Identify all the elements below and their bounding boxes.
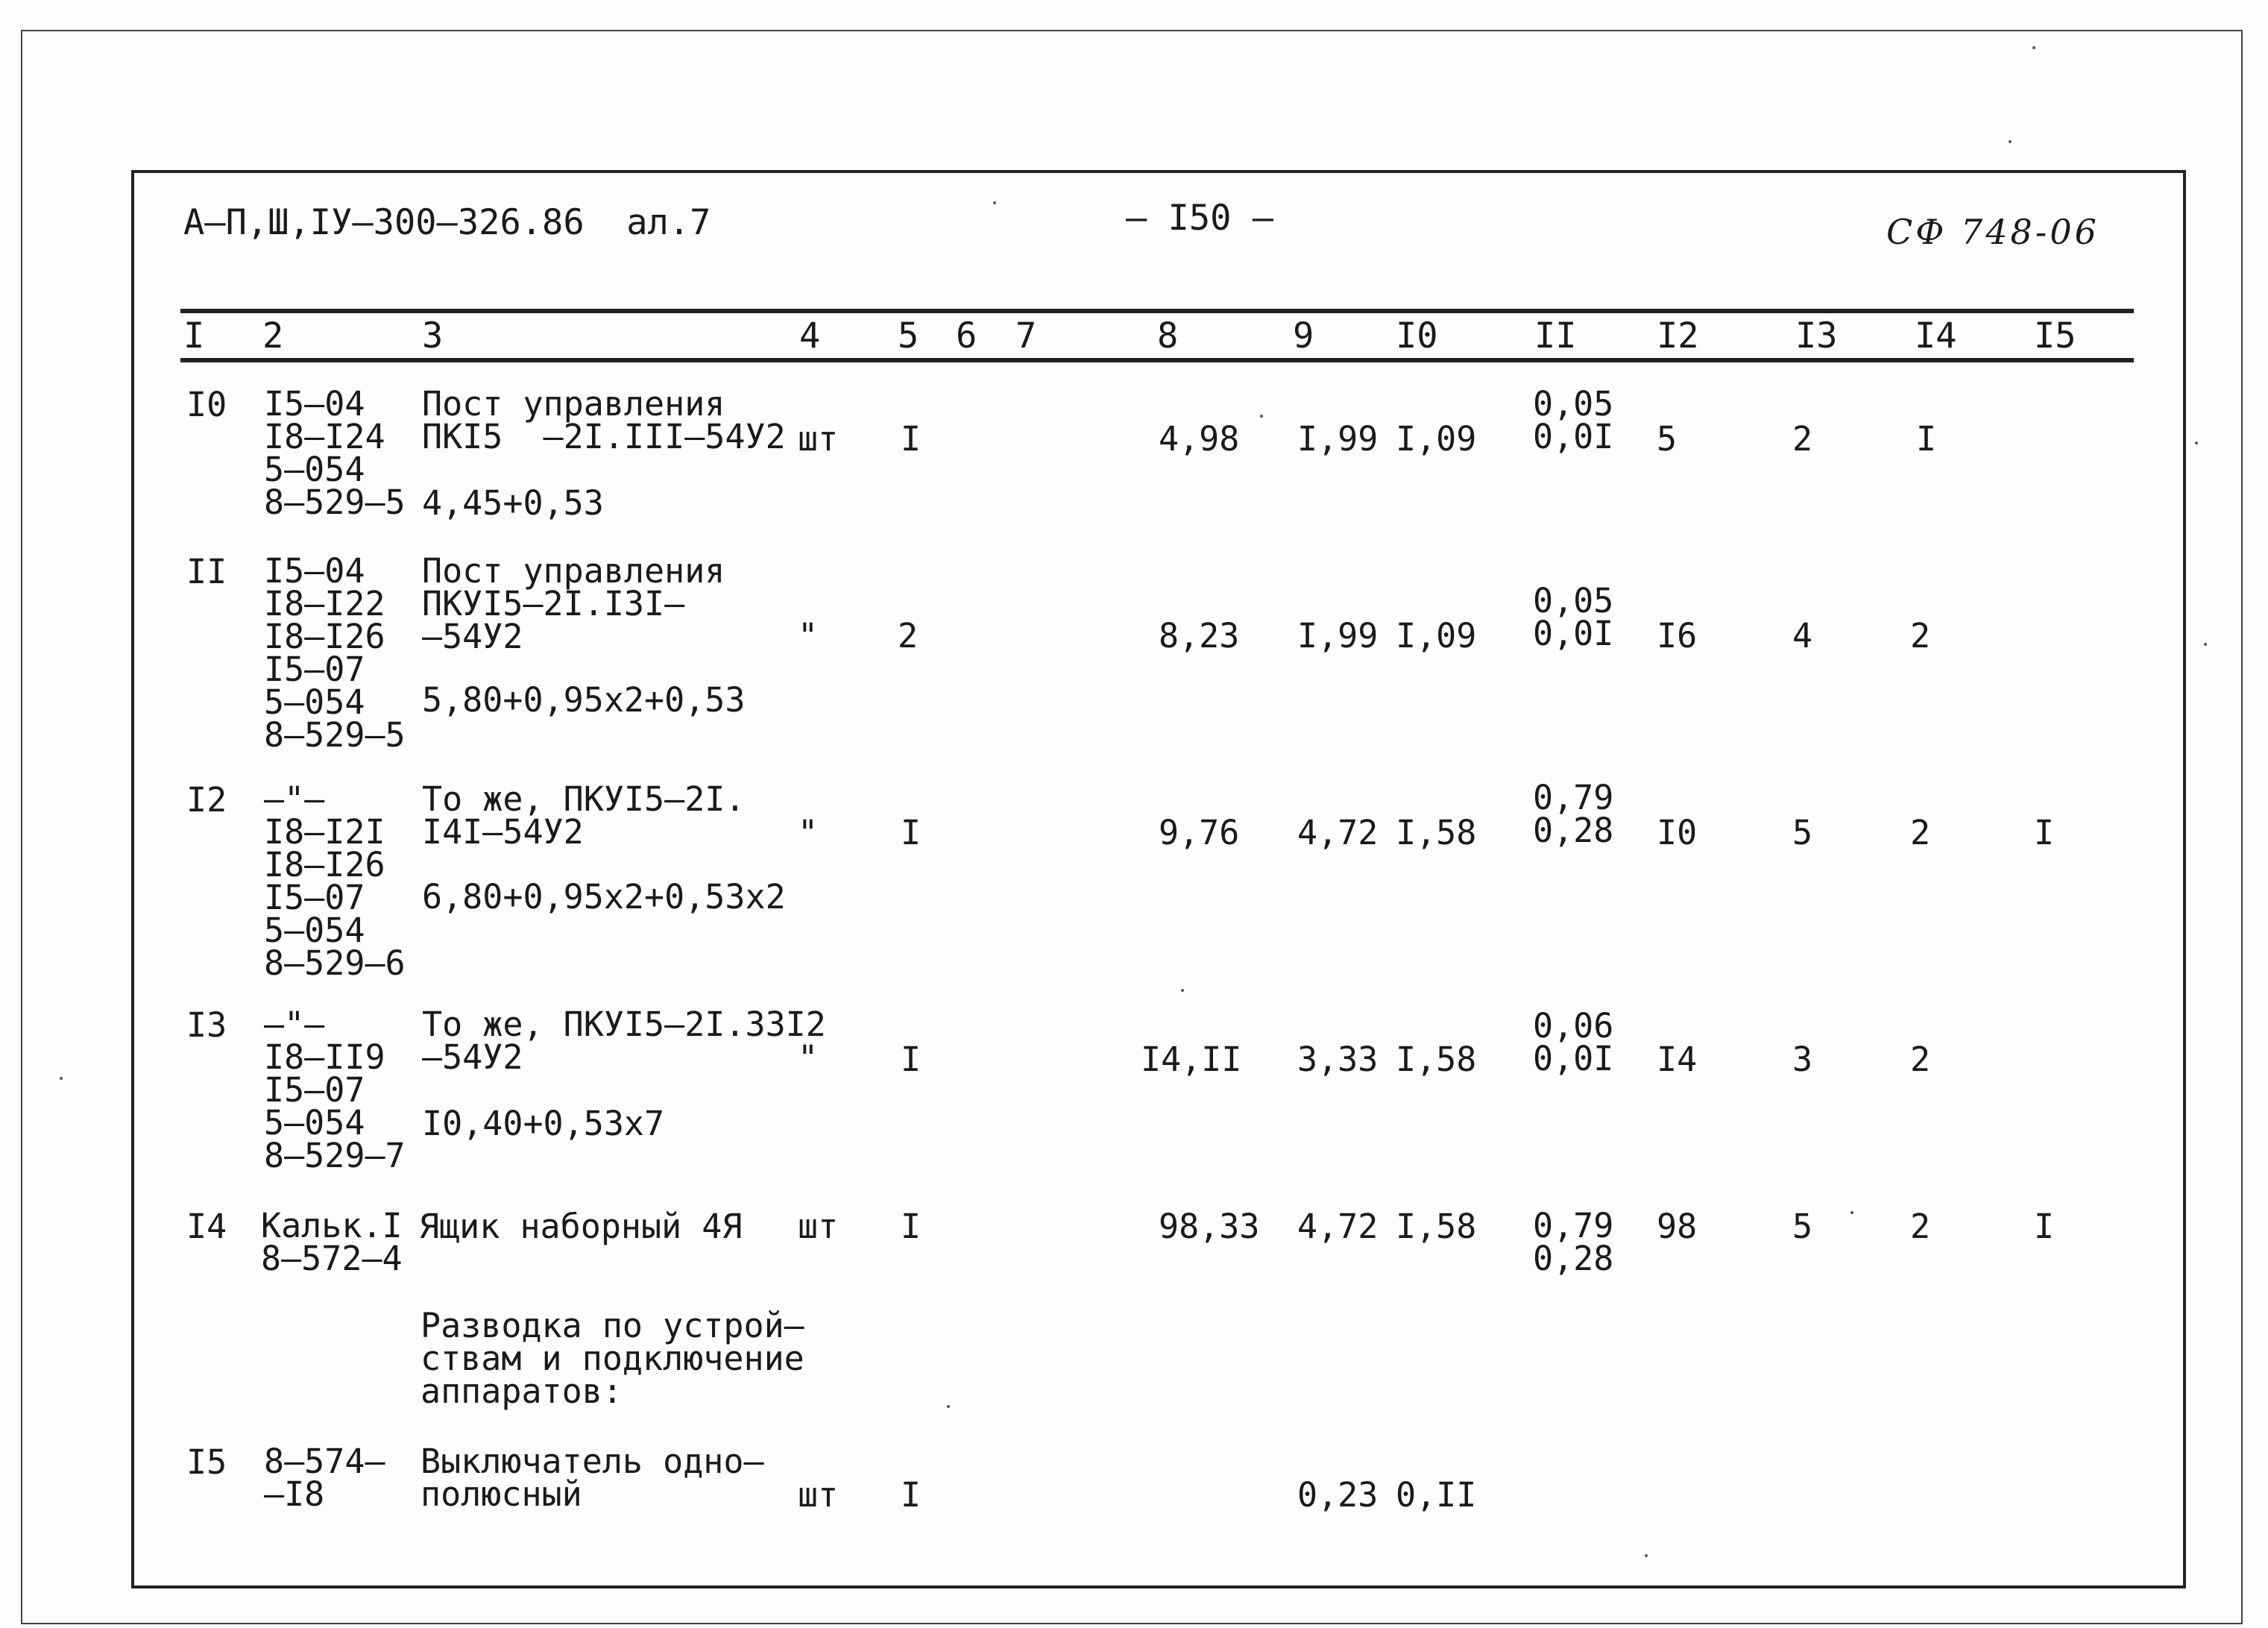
row-col13: 4 <box>1792 616 1813 656</box>
row-number: I3 <box>186 1005 227 1045</box>
row-number: I0 <box>186 385 227 424</box>
row-col9: 0,23 <box>1297 1475 1379 1515</box>
row-unit: шт <box>798 1475 839 1515</box>
scan-speck <box>1181 989 1184 992</box>
row-name: Пост управления ПКI5 –2I.III–54У2 <box>422 384 786 456</box>
row-col14: 2 <box>1910 813 1931 852</box>
row-references: I5–04 I8–I24 5–054 8–529–5 <box>264 384 406 522</box>
header-rule-top <box>180 309 2134 313</box>
col-header-15: I5 <box>2034 315 2076 356</box>
row-quantity: I <box>901 419 922 459</box>
row-col14: 2 <box>1910 1040 1931 1079</box>
row-references: Кальк.I 8–572–4 <box>261 1206 403 1278</box>
row-unit: шт <box>798 419 839 459</box>
col-header-4: 4 <box>799 315 821 356</box>
scan-speck <box>1645 1554 1648 1557</box>
row-references: –"– I8–I2I I8–I26 I5–07 5–054 8–529–6 <box>264 779 406 983</box>
row-number: I2 <box>186 780 227 820</box>
row-name: Ящик наборный 4Я <box>419 1207 743 1246</box>
col-header-6: 6 <box>956 315 977 356</box>
row-col14: I <box>1916 419 1937 459</box>
document-code: А–П,Ш,IУ–300–326.86 ал.7 <box>183 202 711 243</box>
row-col13: 5 <box>1792 1207 1813 1246</box>
row-formula: I0,40+0,53х7 <box>422 1104 665 1143</box>
row-unit: " <box>798 813 819 852</box>
row-col10: I,09 <box>1396 419 1477 459</box>
col-header-5: 5 <box>898 315 919 356</box>
row-col14: 2 <box>1910 616 1931 656</box>
row-formula: 4,45+0,53 <box>422 483 604 523</box>
scan-speck <box>2204 643 2207 646</box>
row-col11: 0,05 0,0I <box>1533 581 1614 653</box>
row-col11: 0,06 0,0I <box>1533 1006 1614 1078</box>
row-quantity: I <box>901 1207 922 1246</box>
scan-speck <box>993 201 996 204</box>
row-col13: 5 <box>1792 813 1813 852</box>
col-header-10: I0 <box>1396 315 1438 356</box>
scan-speck <box>2009 140 2012 143</box>
col-header-7: 7 <box>1015 315 1037 356</box>
row-col9: I,99 <box>1297 616 1379 656</box>
row-col9: 4,72 <box>1297 1207 1379 1246</box>
row-col13: 3 <box>1792 1040 1813 1079</box>
row-col11: 0,79 0,28 <box>1533 778 1614 850</box>
row-name: Пост управления ПКУI5–2I.I3I– –54У2 <box>422 551 725 656</box>
row-references: –"– I8–II9 I5–07 5–054 8–529–7 <box>264 1005 406 1175</box>
row-col12: I0 <box>1657 813 1698 852</box>
archive-stamp: СФ 748-06 <box>1886 212 2100 252</box>
row-quantity: 2 <box>898 616 919 656</box>
row-col14: 2 <box>1910 1207 1931 1246</box>
col-header-3: 3 <box>422 315 444 356</box>
row-col8: I4,II <box>1141 1040 1242 1079</box>
scan-speck <box>2032 46 2035 49</box>
row-unit: " <box>798 616 819 656</box>
section-note: Разводка по устрой– ствам и подключение аппаратов: <box>420 1306 804 1411</box>
page-number: – I50 – <box>1126 198 1274 239</box>
row-col9: 4,72 <box>1297 813 1379 852</box>
row-col12: 98 <box>1657 1207 1698 1246</box>
row-col10: I,58 <box>1396 1040 1477 1079</box>
row-col11: 0,79 0,28 <box>1533 1206 1614 1278</box>
scan-speck <box>947 1405 950 1408</box>
row-col10: 0,II <box>1396 1475 1477 1515</box>
row-col10: I,09 <box>1396 616 1477 656</box>
row-col10: I,58 <box>1396 1207 1477 1246</box>
row-col8: 9,76 <box>1159 813 1240 852</box>
row-col12: I4 <box>1657 1040 1698 1079</box>
row-quantity: I <box>901 1475 922 1515</box>
row-formula: 5,80+0,95х2+0,53 <box>422 680 746 720</box>
row-references: I5–04 I8–I22 I8–I26 I5–07 5–054 8–529–5 <box>264 551 406 755</box>
col-header-12: I2 <box>1657 315 1699 356</box>
row-quantity: I <box>901 813 922 852</box>
row-col11: 0,05 0,0I <box>1533 384 1614 456</box>
row-col8: 98,33 <box>1159 1207 1260 1246</box>
row-number: II <box>186 552 227 591</box>
col-header-8: 8 <box>1157 315 1179 356</box>
row-col13: 2 <box>1792 419 1813 459</box>
row-col8: 4,98 <box>1159 419 1240 459</box>
row-col8: 8,23 <box>1159 616 1240 656</box>
col-header-1: I <box>183 315 205 356</box>
scan-speck <box>1260 415 1263 418</box>
row-name: То же, ПКУI5–2I.33I2 –54У2 <box>422 1005 826 1077</box>
row-number: I4 <box>186 1207 227 1246</box>
row-name: То же, ПКУI5–2I. I4I–54У2 <box>422 779 746 852</box>
col-header-9: 9 <box>1293 315 1314 356</box>
row-col10: I,58 <box>1396 813 1477 852</box>
row-number: I5 <box>186 1442 227 1482</box>
row-col15: I <box>2034 813 2055 852</box>
scan-speck <box>2195 441 2198 444</box>
scan-speck <box>1850 1211 1853 1214</box>
scan-speck <box>60 1077 63 1080</box>
row-references: 8–574– –I8 <box>264 1442 385 1514</box>
row-unit: шт <box>798 1207 839 1246</box>
col-header-14: I4 <box>1915 315 1957 356</box>
row-col12: I6 <box>1657 616 1698 656</box>
row-col9: 3,33 <box>1297 1040 1379 1079</box>
header-rule-bottom <box>180 358 2134 362</box>
row-name: Выключатель одно– полюсный <box>420 1442 764 1514</box>
row-formula: 6,80+0,95х2+0,53х2 <box>422 877 786 917</box>
row-quantity: I <box>901 1040 922 1079</box>
col-header-13: I3 <box>1795 315 1838 356</box>
row-col9: I,99 <box>1297 419 1379 459</box>
row-col15: I <box>2034 1207 2055 1246</box>
row-unit: " <box>798 1038 819 1078</box>
col-header-11: II <box>1534 315 1577 356</box>
row-col12: 5 <box>1657 419 1678 459</box>
col-header-2: 2 <box>262 315 284 356</box>
